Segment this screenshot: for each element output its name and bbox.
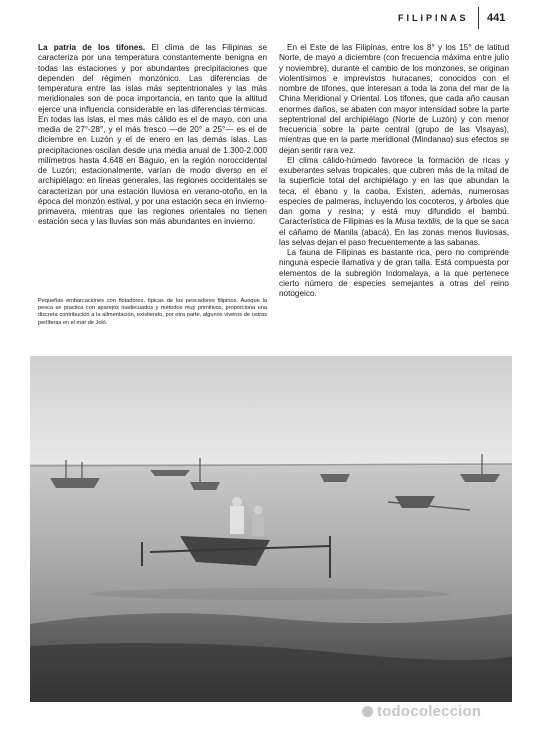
section-title: FILIPINAS — [398, 13, 469, 23]
section-heading: La patria de los tifones. — [38, 43, 146, 52]
left-text-column — [38, 43, 267, 228]
watermark-text: todocoleccion — [377, 703, 482, 720]
fauna-paragraph: La fauna de Filipinas es bastante rica, pero no comprende ninguna especie llamativa y de gran talla. Está compuesta por elementos de la subregión Indomalaya, a la que pertenece cierto número de especies semejantes a otras del reino notogeico. — [279, 248, 509, 298]
header-divider — [478, 7, 479, 29]
watermark-logo-icon — [362, 706, 373, 717]
vegetation-text-b: de la que se saca el cáñamo de Manila (abacá). En las zonas menos lluviosas, las selvas dejan el paso frecuentemente a las sabanas. — [279, 217, 509, 247]
climate-paragraph — [38, 43, 267, 228]
photo-caption: Pequeñas embarcaciones con flotadores, típicas de los pescadores filipinos. Aunque la pesca se practica con aparejos inadecuados y métodos muy primitivos, proporciona una discreta contribución a la alimentación, existiendo, por otra parte, algunos viveros de ostras perlíferas en el mar de Joló. — [38, 298, 267, 326]
photo-illustration — [30, 356, 512, 702]
page-number: 441 — [487, 12, 506, 24]
climate-body: El clima de las Filipinas se caracteriza por una temperatura constantemente benigna en todas las estaciones y por abundantes precipitaciones que dependen del régimen monzónico. Las diferencias de temperatura entre las islas más septentrionales y las más meridionales son de poca importancia, en tanto que la altitud ejerce una influencia considerable en las diferencias térmicas. En todas las islas, el mes más cálido es el de mayo, con una media de 27°-28°, y el más fresco —de 20° a 25°— es el de diciembre en Luzón y el de enero en las demás islas. Las precipitaciones oscilan desde una media anual de 1.300-2.000 milímetros hasta 4.648 en Baguio, en la región noroccidental de Luzón; estacionalmente, varían de modo diverso en el archipiélago: en líneas generales, las regiones occidentales se caracterizan por una estación lluviosa en verano-otoño, en la época del monzón estival, y por una estación seca en invierno-primavera, mientras que las regiones orientales no tienen estación seca y las lluvias son más abundantes en invierno. — [38, 43, 267, 227]
vegetation-paragraph — [279, 156, 509, 248]
typhoon-paragraph: En el Este de las Filipinas, entre los 8° y los 15° de latitud Norte, de mayo a diciembre (con frecuencia máxima entre julio y noviembre), durante el cambio de los monzones, se originan violentísimos e imprevistos huracanes, conocidos con el nombre de tifones, que interesan a toda la zona del mar de la China Meridional y Oriental. Los tifones, que cada año causan enormes daños, se abaten con mayor intensidad sobre la parte septentrional del archipiélago (Norte de Luzón) y con menor frecuencia sobre la parte central (grupo de las Visayas), mientras que en la parte meridional (Mindanao) sus efectos se dejan sentir rara vez. — [279, 43, 509, 155]
species-name: Musa textilis, — [395, 217, 443, 227]
vegetation-text-a: El clima cálido-húmedo favorece la formación de ricas y exuberantes selvas tropicales, que cubren más de la mitad de la superficie total del archipiélago y en las que abundan la teca, el ébano y la caoba. Existen, además, numerosas especies de palmeras, incluyendo los cocoteros, y árboles que dan goma y resina; y está muy difundido el bambú. Característica de Filipinas es la — [279, 155, 509, 227]
watermark — [362, 703, 481, 720]
outrigger-boats-photo — [30, 356, 512, 702]
right-text-column — [279, 43, 509, 299]
